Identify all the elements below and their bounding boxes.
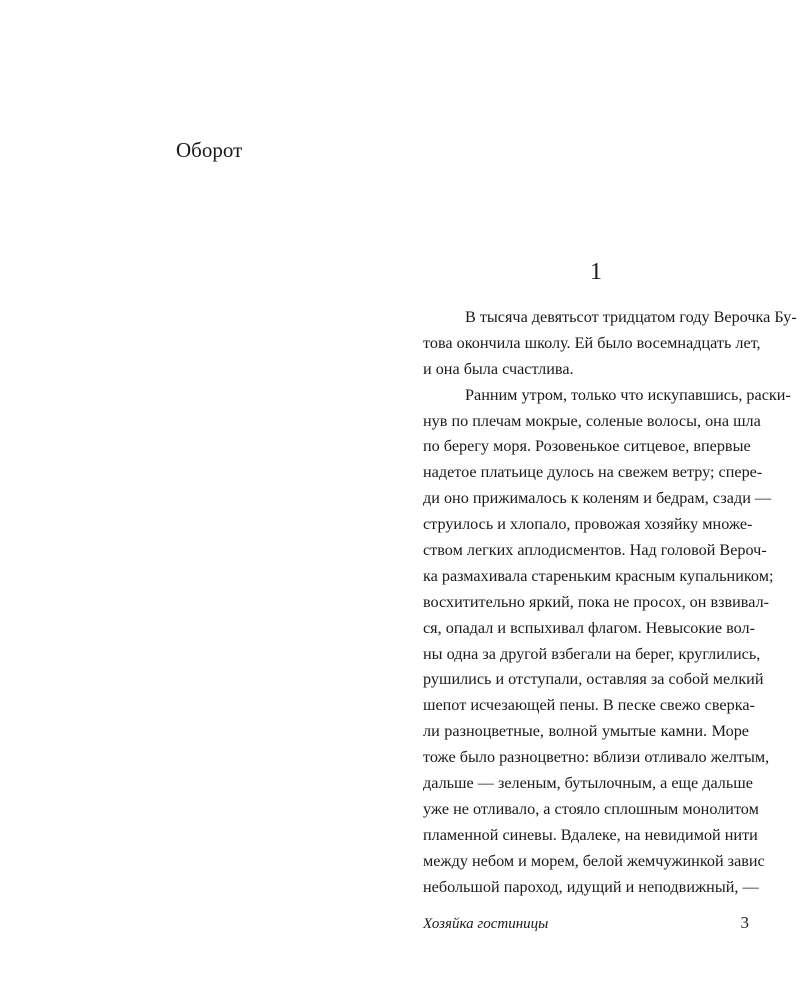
body-line: Ранним утром, только что искупавшись, раски-	[465, 385, 791, 404]
body-text	[423, 305, 797, 900]
body-line: В тысяча девятьсот тридцатом году Верочка Бу-	[465, 308, 797, 326]
body-line: надетое платьице дулось на свежем ветру; спере-	[423, 463, 763, 482]
body-line: ся, опадал и вспыхивал флагом. Невысокие вол-	[423, 618, 755, 637]
body-line: небольшой пароход, идущий и неподвижный, —	[423, 877, 759, 896]
body-line: по берегу моря. Розовенькое ситцевое, впервые	[423, 437, 751, 456]
header-word: Оборот	[176, 138, 243, 162]
body-line: восхитительно яркий, пока не просох, он взвивал-	[423, 592, 770, 611]
body-line: дальше — зеленым, бутылочным, а еще дальше	[423, 774, 753, 793]
body-line: между небом и морем, белой жемчужинкой завис	[423, 851, 765, 870]
body-line: пламенной синевы. Вдалеке, на невидимой нити	[423, 825, 758, 844]
body-line: нув по плечам мокрые, соленые волосы, она шла	[423, 411, 761, 430]
body-line: струилось и хлопало, провожая хозяйку множе-	[423, 515, 753, 534]
body-line: шепот исчезающей пены. В песке свежо сверка-	[423, 696, 755, 715]
body-line: ством легких аплодисментов. Над головой Вероч-	[423, 541, 767, 560]
body-line: рушились и отступали, оставляя за собой мелкий	[423, 670, 764, 689]
body-line: ли разноцветные, волной умытые камни. Море	[423, 722, 749, 741]
chapter-number: 1	[590, 259, 602, 285]
body-line: ны одна за другой взбегали на берег, круглились,	[423, 644, 761, 663]
running-title: Хозяйка гостиницы	[423, 916, 549, 932]
body-line: това окончила школу. Ей было восемнадцать лет,	[423, 333, 761, 352]
body-line: и она была счастлива.	[423, 359, 574, 378]
body-line: тоже было разноцветно: вблизи отливало желтым,	[423, 748, 770, 767]
body-line: ка размахивала стареньким красным купальником;	[423, 566, 774, 585]
page-number: 3	[740, 913, 749, 932]
body-line: уже не отливало, а стояло сплошным монолитом	[423, 799, 759, 818]
body-line: ди оно прижималось к коленям и бедрам, сзади —	[423, 489, 772, 508]
